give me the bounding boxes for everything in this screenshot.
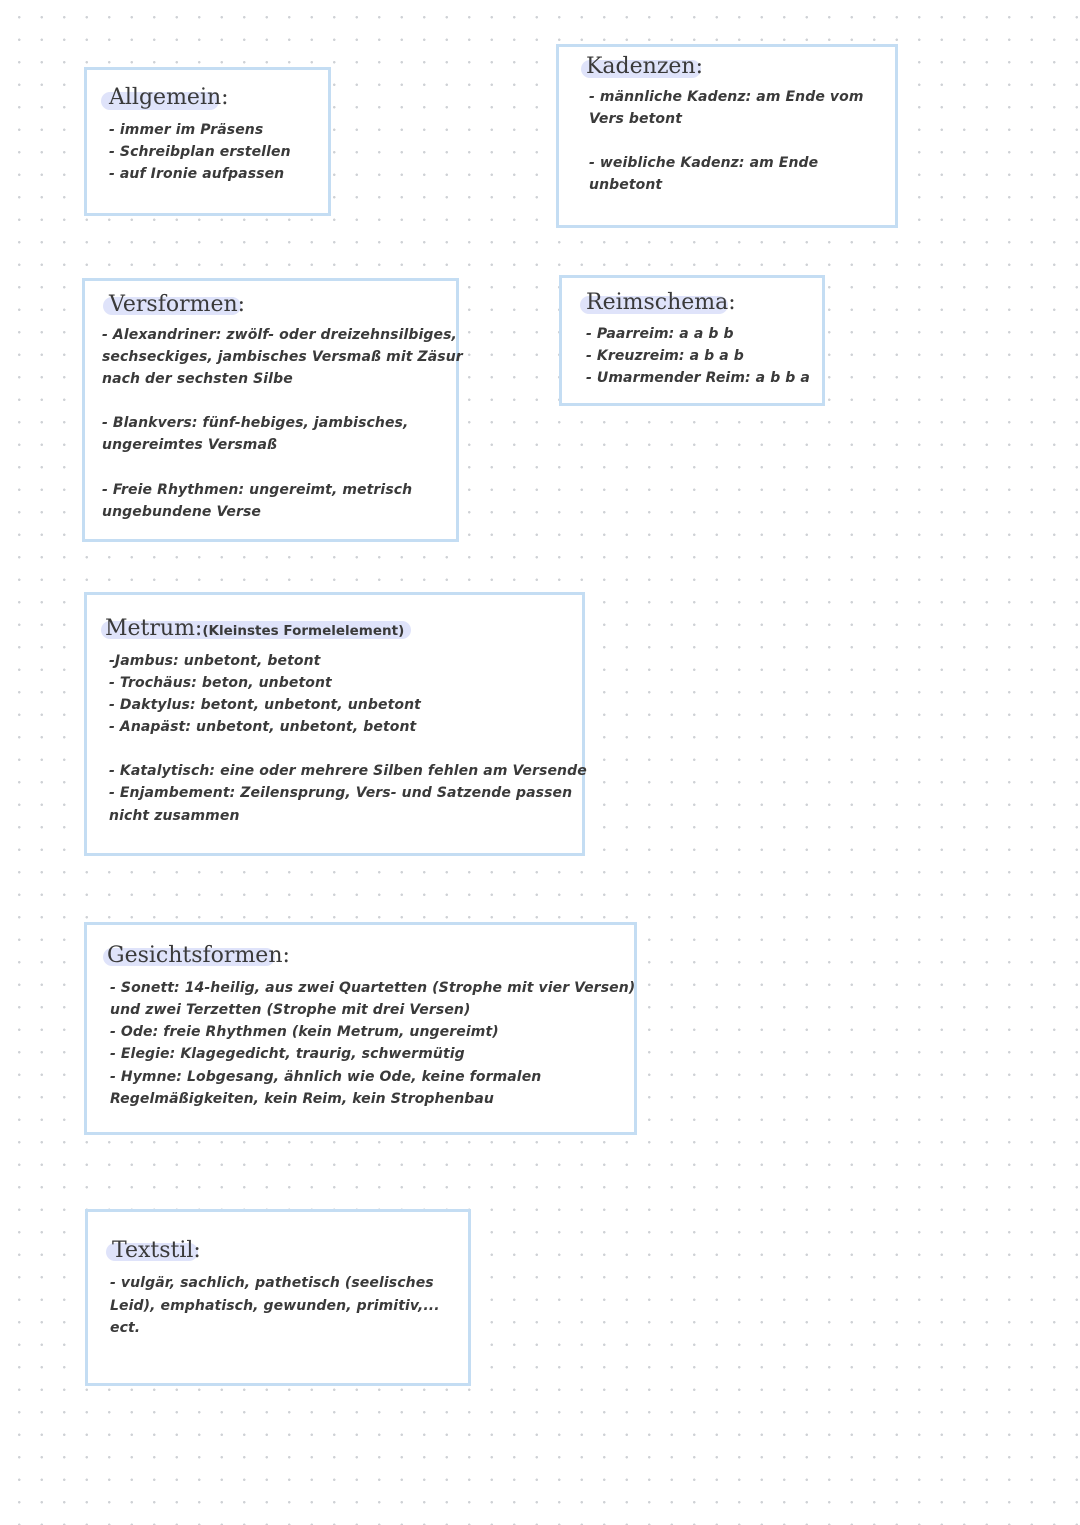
card-gesichtsformen [84,922,637,1135]
versformen-line: sechseckiges, jambisches Versmaß mit Zäsur [102,349,463,365]
metrum-title [105,616,404,644]
card-kadenzen [556,44,898,228]
metrum-line: - Katalytisch: eine oder mehrere Silben fehlen am Versende [109,763,587,779]
textstil-line: ect. [110,1320,141,1336]
metrum-line: - Trochäus: beton, unbetont [109,675,332,691]
kadenzen-line: - männliche Kadenz: am Ende vom [589,89,864,105]
versformen-title: Versformen: [109,292,246,317]
versformen-line: ungebundene Verse [102,504,262,520]
versformen-line: ungereimtes Versmaß [102,437,278,453]
metrum-line: -Jambus: unbetont, betont [109,653,321,669]
kadenzen-line: Vers betont [589,111,683,127]
card-metrum [84,592,585,856]
metrum-line: - Enjambement: Zeilensprung, Vers- und Satzende passen [109,785,573,801]
kadenzen-title: Kadenzen: [586,54,704,79]
reimschema-line: - Paarreim: a a b b [586,326,734,342]
metrum-title-text: Metrum: [105,616,203,641]
reimschema-line: - Umarmender Reim: a b b a [586,370,810,386]
card-versformen [82,278,463,542]
metrum-line: nicht zusammen [109,808,240,824]
gesichtsformen-line: - Elegie: Klagegedicht, traurig, schwermütig [110,1046,465,1062]
textstil-title: Textstil: [112,1238,201,1263]
card-reimschema [559,275,825,406]
gesichtsformen-line: und zwei Terzetten (Strophe mit drei Versen) [110,1002,471,1018]
textstil-line: Leid), emphatisch, gewunden, primitiv,... [110,1298,440,1314]
gesichtsformen-line: Regelmäßigkeiten, kein Reim, kein Strophenbau [110,1091,495,1107]
allgemein-line: - Schreibplan erstellen [109,144,291,160]
allgemein-line: - auf Ironie aufpassen [109,166,285,182]
versformen-line: - Alexandriner: zwölf- oder dreizehnsilbiges, [102,327,457,343]
gesichtsformen-line: - Sonett: 14-heilig, aus zwei Quartetten (Strophe mit vier Versen) [110,980,636,996]
versformen-line: nach der sechsten Silbe [102,371,293,387]
reimschema-line: - Kreuzreim: a b a b [586,348,744,364]
allgemein-title: Allgemein: [109,85,229,110]
card-textstil [85,1209,471,1386]
metrum-line: - Anapäst: unbetont, unbetont, betont [109,719,417,735]
gesichtsformen-line: - Hymne: Lobgesang, ähnlich wie Ode, keine formalen [110,1069,542,1085]
versformen-line: - Freie Rhythmen: ungereimt, metrisch [102,482,413,498]
metrum-subtitle: (Kleinstes Formelelement) [202,623,405,639]
gesichtsformen-title: Gesichtsformen: [107,943,290,968]
card-allgemein [84,67,331,216]
kadenzen-line: unbetont [589,177,663,193]
gesichtsformen-line: - Ode: freie Rhythmen (kein Metrum, ungereimt) [110,1024,499,1040]
metrum-line: - Daktylus: betont, unbetont, unbetont [109,697,421,713]
allgemein-line: - immer im Präsens [109,122,264,138]
kadenzen-line: - weibliche Kadenz: am Ende [589,155,819,171]
textstil-line: - vulgär, sachlich, pathetisch (seelisches [110,1275,434,1291]
reimschema-title: Reimschema: [586,290,736,315]
versformen-line: - Blankvers: fünf-hebiges, jambisches, [102,415,409,431]
